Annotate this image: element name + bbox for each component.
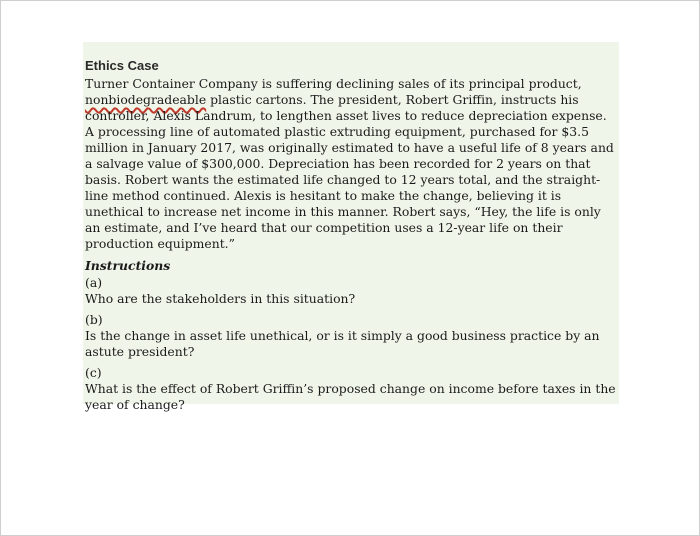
case-description-rest: plastic cartons. The president, Robert Griffin, instructs his controller, Alexis Landrum, to lengthen asset lives to reduce depreciation expense. A processing line of automated plastic extruding equipment, purchased for $3.5 million in January 2017, was originally estimated to have a useful life of 8 years and a salvage value of $300,000. Depreciation has been recorded for 2 years on that basis. Robert wants the estimated life changed to 12 years total, and the straight-line method continued. Alexis is hesitant to make the change, believing it is unethical to increase net income in this manner. Robert says, “Hey, the life is only an estimate, and I’ve heard that our competition uses a 12-year life on their production equipment.” <box>85 92 614 251</box>
question-a-text: Who are the stakeholders in this situation? <box>85 291 356 306</box>
question-c-label: (c) <box>85 365 102 380</box>
misspelled-word[interactable]: nonbiodegradeable <box>85 92 207 107</box>
instructions-label: Instructions <box>85 258 171 273</box>
case-heading: Ethics Case <box>85 58 159 73</box>
question-c-text: What is the effect of Robert Griffin’s proposed change on income before taxes in the year of change? <box>85 381 616 412</box>
question-b-text: Is the change in asset life unethical, or is it simply a good business practice by an astute president? <box>85 328 600 359</box>
question-b-label: (b) <box>85 312 103 327</box>
question-a-label: (a) <box>85 275 103 290</box>
case-description-start: Turner Container Company is suffering declining sales of its principal product, <box>85 76 582 91</box>
case-content <box>85 57 619 413</box>
case-description <box>85 76 619 252</box>
